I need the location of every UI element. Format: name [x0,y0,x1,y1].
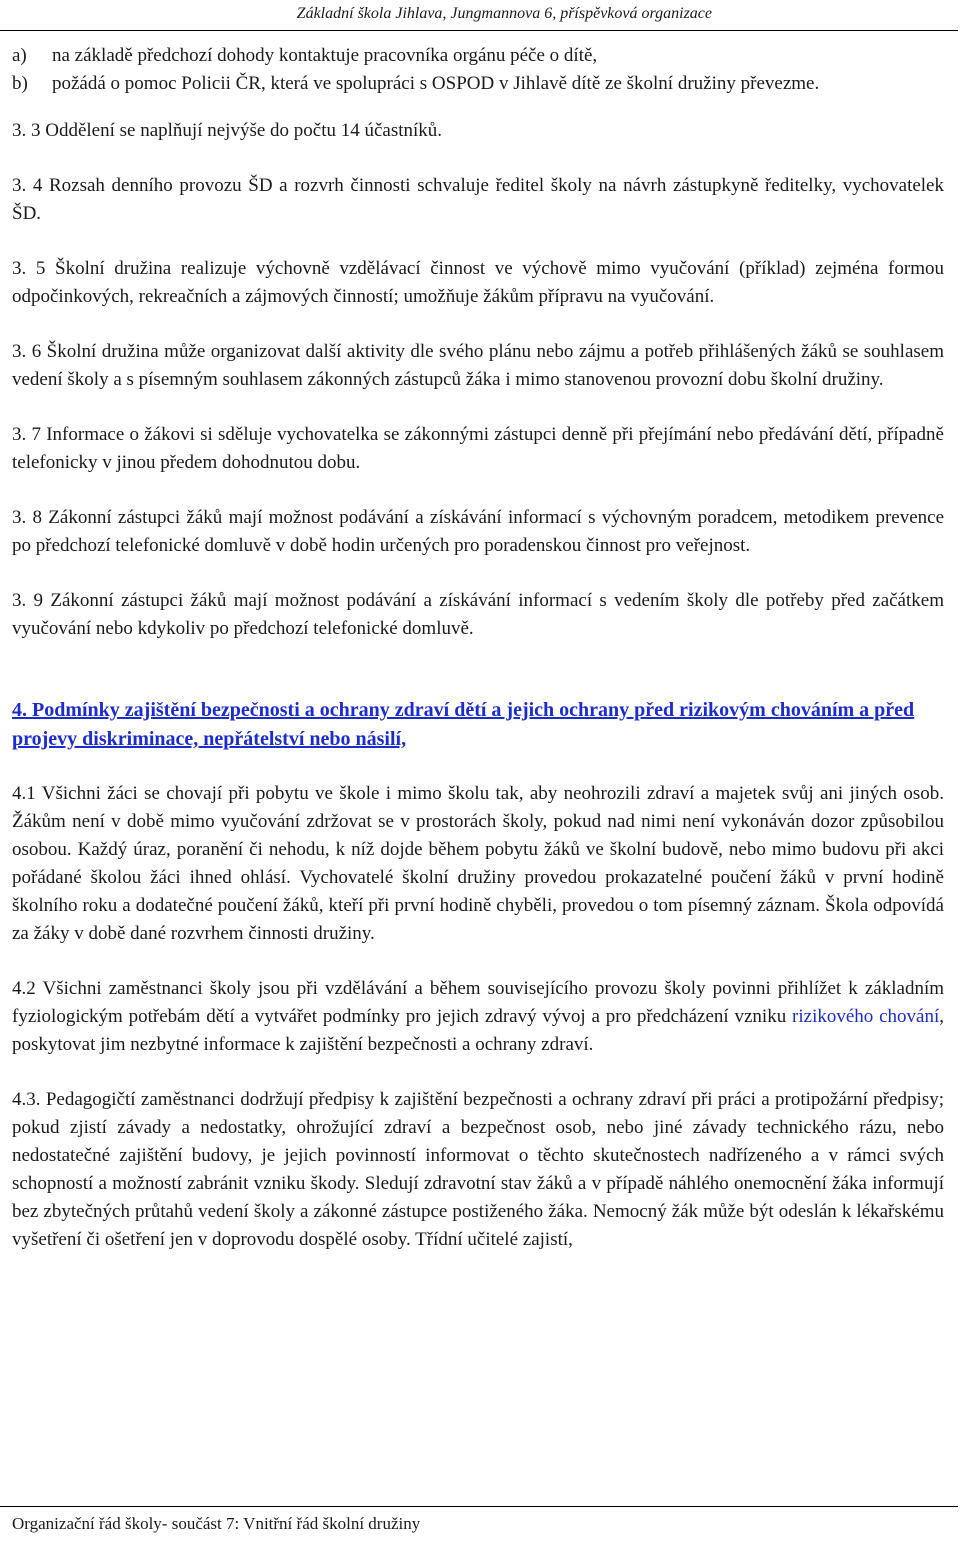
paragraph-3-4: 3. 4 Rozsah denního provozu ŠD a rozvrh činnosti schvaluje ředitel školy na návrh zástupkyně ředitelky, vychovatelek ŠD. [12,175,944,224]
list-ab [12,42,944,98]
footer-text: Organizační řád školy- součást 7: Vnitřní řád školní družiny [12,1514,421,1533]
paragraph-4-1: 4.1 Všichni žáci se chovají při pobytu ve škole i mimo školu tak, aby neohrozili zdraví a majetek svůj ani jiných osob. Žákům není v době mimo vyučování zdržovat se v prostorách školy, pokud nad nimi není vykonáván dozor způsobilou osobou. Každý úraz, poranění či nehodu, k níž dojde během pobytu žáků ve školní budově, nebo mimo budovu při akci pořádané školou žáci ihned ohlásí. Vychovatelé školní družiny provedou prokazatelné poučení žáků v první hodině školního roku a dodatečné poučení žáků, kteří při první hodině chyběli, provedou o tom písemný záznam. Škola odpovídá za žáky v době dané rozvrhem činnosti družiny. [12,783,944,944]
risky-behaviour-link[interactable]: rizikového chování [792,1006,940,1027]
paragraph-3-7: 3. 7 Informace o žákovi si sděluje vychovatelka se zákonnými zástupci denně při přejímání nebo předávání dětí, případně telefonicky v jinou předem dohodnutou dobu. [12,424,944,473]
paragraph-4-2-text-b: , poskytovat jim nezbytné informace k zajištění bezpečnosti a ochrany zdraví. [12,1006,944,1055]
list-item-a [12,42,944,70]
paragraph-3-9: 3. 9 Zákonní zástupci žáků mají možnost podávání a získávání informací s vedením školy dle potřeby před začátkem vyučování nebo kdykoliv po předchozí telefonické domluvě. [12,590,944,639]
list-item-text: na základě předchozí dohody kontaktuje pracovníka orgánu péče o dítě, [52,45,598,66]
page-footer [0,1506,960,1541]
paragraph-3-5: 3. 5 Školní družina realizuje výchovně vzdělávací činnost ve výchově mimo vyučování (příklad) zejména formou odpočinkových, rekreačních a zájmových činností; umožňuje žákům přípravu na vyučování. [12,258,944,307]
paragraph-3-8: 3. 8 Zákonní zástupci žáků mají možnost podávání a získávání informací s výchovným poradcem, metodikem prevence po předchozí telefonické domluvě v době hodin určených pro poradenskou činnost pro veřejnost. [12,507,944,556]
header-rule [0,30,958,31]
list-item-b [12,70,944,98]
list-marker: a) [12,45,27,66]
paragraph-3-3: 3. 3 Oddělení se naplňují nejvýše do počtu 14 účastníků. [12,120,443,141]
paragraph-4-2 [12,975,944,1059]
list-marker: b) [12,73,28,94]
list-item-text: požádá o pomoc Policii ČR, která ve spolupráci s OSPOD v Jihlavě dítě ze školní družiny převezme. [52,73,820,94]
paragraph-3-6: 3. 6 Školní družina může organizovat další aktivity dle svého plánu nebo zájmu a potřeb přihlášených žáků se souhlasem vedení školy a s písemným souhlasem zákonných zástupců žáka i mimo stanovenou provozní dobu školní družiny. [12,341,944,390]
page-content [12,42,944,1254]
section-4-heading[interactable]: 4. Podmínky zajištění bezpečnosti a ochrany zdraví dětí a jejich ochrany před rizikovým chováním a před projevy diskriminace, nepřátelství nebo násilí, [12,699,915,750]
paragraph-4-3: 4.3. Pedagogičtí zaměstnanci dodržují předpisy k zajištění bezpečnosti a ochrany zdraví při práci a protipožární předpisy; pokud zjistí závady a nedostatky, ohrožující zdraví a bezpečnost osob, nebo jiné závady technického rázu, nebo nedostatečné zajištění budovy, je jejich povinností informovat o těchto skutečnostech nadřízeného a v rámci svých schopností a možností zabránit vzniku škody. Sledují zdravotní stav žáků a v případě náhlého onemocnění žáka informují bez zbytečných průtahů vedení školy a zákonné zástupce postiženého žáka. Nemocný žák může být odeslán k lékařskému vyšetření či ošetření jen v doprovodu dospělé osoby. Třídní učitelé zajistí, [12,1089,944,1250]
page-header [0,0,960,30]
footer-rule [0,1506,958,1507]
paragraph-4-2-text-a: 4.2 Všichni zaměstnanci školy jsou při vzdělávání a během souvisejícího provozu školy povinni přihlížet k základním fyziologickým potřebám dětí a vytvářet podmínky pro jejich zdravý vývoj a pro předcházení vzniku [12,978,944,1027]
header-title: Základní škola Jihlava, Jungmannova 6, příspěvková organizace [296,5,712,22]
